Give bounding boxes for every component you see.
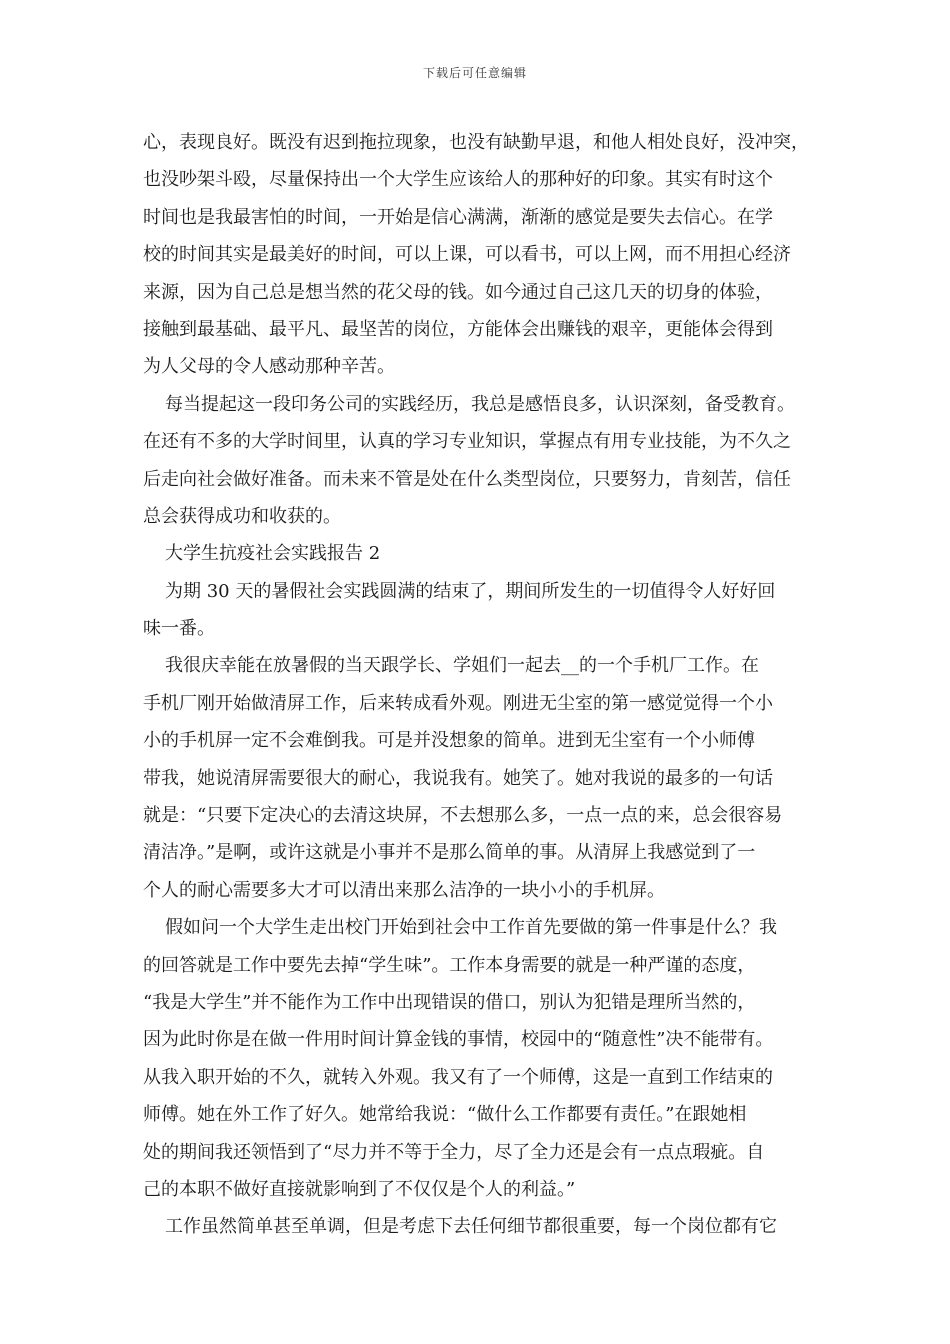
text-line: “我是大学生”并不能作为工作中出现错误的借口，别认为犯错是理所当然的， — [143, 991, 756, 1013]
text-line: 在还有不多的大学时间里，认真的学习专业知识，掌握点有用专业技能，为不久之 — [143, 431, 791, 453]
paragraph — [143, 386, 823, 536]
text-line: 师傅。她在外工作了好久。她常给我说：“做什么工作都要有责任。”在跟她相 — [143, 1104, 747, 1126]
paragraph — [143, 1208, 823, 1245]
text-line: 处的期间我还领悟到了“尽力并不等于全力，尽了全力还是会有一点点瑕疵。自 — [143, 1141, 765, 1163]
paragraph — [143, 909, 823, 1208]
text-line: 为人父母的令人感动那种辛苦。 — [143, 356, 395, 378]
text-line: 个人的耐心需要多大才可以清出来那么洁净的一块小小的手机屏。 — [143, 879, 665, 901]
text-line: 总会获得成功和收获的。 — [143, 505, 341, 527]
text-line: 味一番。 — [143, 618, 215, 640]
page-header: 下载后可任意编辑 — [422, 66, 527, 80]
section-heading — [143, 535, 823, 572]
text-line: 从我入职开始的不久，就转入外观。我又有了一个师傅，这是一直到工作结束的 — [143, 1066, 773, 1088]
text-line: 因为此时你是在做一件用时间计算金钱的事情，校园中的“随意性”决不能带有。 — [143, 1029, 774, 1051]
text-line: 清洁净。”是啊，或许这就是小事并不是那么简单的事。从清屏上我感觉到了一 — [143, 842, 756, 864]
text-line: 来源，因为自己总是想当然的花父母的钱。如今通过自己这几天的切身的体验， — [143, 281, 773, 303]
paragraph — [143, 124, 823, 386]
paragraph — [143, 573, 823, 648]
text-line: 也没吵架斗殴，尽量保持出一个大学生应该给人的那种好的印象。其实有时这个 — [143, 169, 773, 191]
text-line: 后走向社会做好准备。而未来不管是处在什么类型岗位，只要努力，肯刻苦，信任 — [143, 468, 791, 490]
text-line: 假如问一个大学生走出校门开始到社会中工作首先要做的第一件事是什么？我 — [165, 917, 777, 939]
paragraph — [143, 647, 823, 909]
text-line: 就是：“只要下定决心的去清这块屏，不去想那么多，一点一点的来，总会很容易 — [143, 805, 783, 827]
text-line: 每当提起这一段印务公司的实践经历，我总是感悟良多，认识深刻，备受教育。 — [165, 393, 795, 415]
text-line: 小的手机屏一定不会难倒我。可是并没想象的简单。进到无尘室有一个小师傅 — [143, 730, 755, 752]
text-line: 大学生抗疫社会实践报告 2 — [165, 543, 381, 565]
text-line: 时间也是我最害怕的时间，一开始是信心满满，渐渐的感觉是要失去信心。在学 — [143, 206, 773, 228]
text-line: 的回答就是工作中要先去掉“学生味”。工作本身需要的就是一种严谨的态度， — [143, 954, 756, 976]
text-line: 工作虽然简单甚至单调，但是考虑下去任何细节都很重要，每一个岗位都有它 — [165, 1216, 777, 1238]
text-line: 己的本职不做好直接就影响到了不仅仅是个人的利益。” — [143, 1178, 576, 1200]
text-line: 接触到最基础、最平凡、最坚苦的岗位，方能体会出赚钱的艰辛，更能体会得到 — [143, 318, 773, 340]
document-body — [143, 124, 823, 1246]
text-line: 我很庆幸能在放暑假的当天跟学长、学姐们一起去__的一个手机厂工作。在 — [165, 655, 759, 677]
text-line: 为期 30 天的暑假社会实践圆满的结束了，期间所发生的一切值得令人好好回 — [165, 580, 776, 602]
text-line: 带我，她说清屏需要很大的耐心，我说我有。她笑了。她对我说的最多的一句话 — [143, 767, 773, 789]
text-line: 校的时间其实是最美好的时间，可以上课，可以看书，可以上网，而不用担心经济 — [143, 244, 791, 266]
text-line: 心，表现良好。既没有迟到拖拉现象，也没有缺勤早退，和他人相处良好，没冲突， — [143, 132, 809, 153]
text-line: 手机厂刚开始做清屏工作，后来转成看外观。刚进无尘室的第一感觉觉得一个小 — [143, 692, 773, 714]
